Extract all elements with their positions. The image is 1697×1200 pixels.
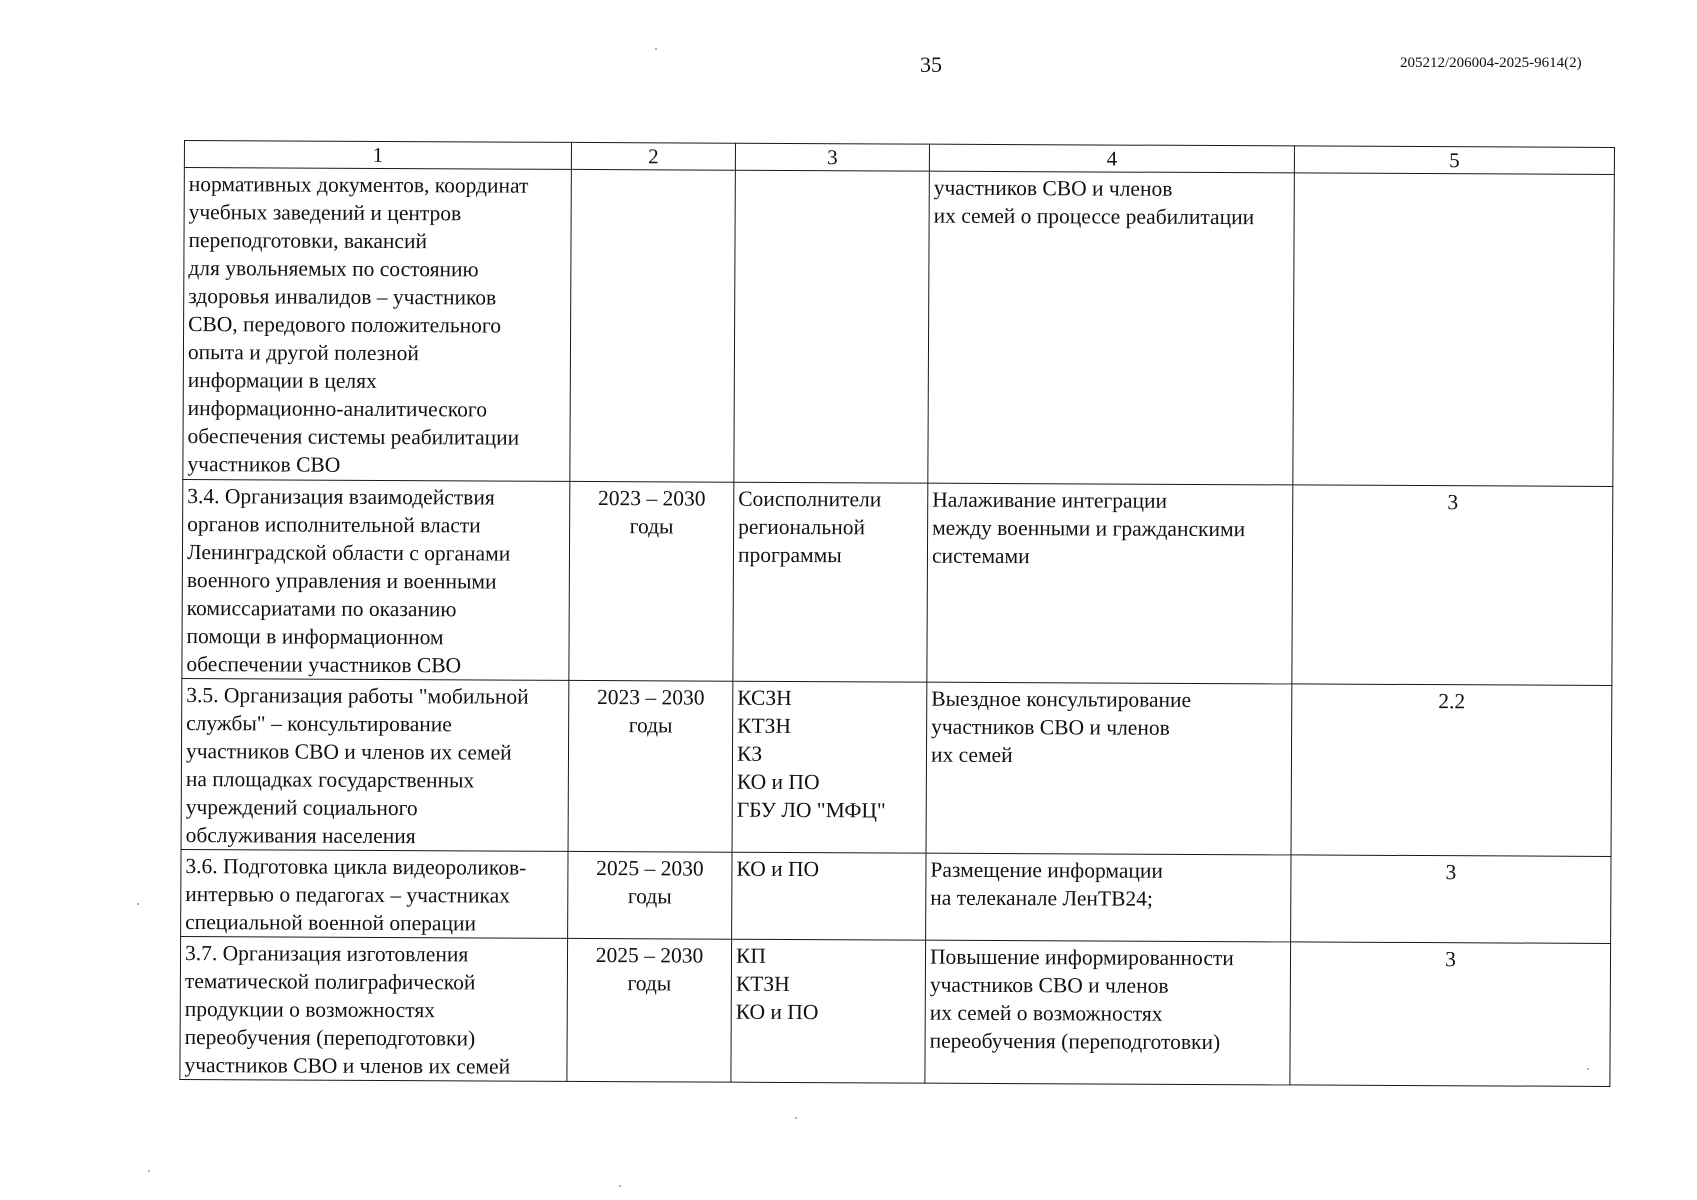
result-cell: участников СВО и членов их семей о процессе реабилитации <box>928 171 1295 485</box>
table-row <box>180 936 1611 1086</box>
executors-cell: КО и ПО <box>732 852 926 940</box>
result-cell: Налаживание интеграции между военными и гражданскими системами <box>927 483 1293 684</box>
column-header-1: 1 <box>184 141 571 170</box>
executors-cell: КП КТЗН КО и ПО <box>731 939 926 1083</box>
result-cell: Размещение информации на телеканале ЛенТВ24; <box>926 853 1291 942</box>
table-row <box>181 849 1611 943</box>
scan-speck <box>655 48 657 50</box>
page-number: 35 <box>920 52 942 77</box>
executors-cell: КСЗН КТЗН КЗ КО и ПО ГБУ ЛО "МФЦ" <box>732 681 927 853</box>
table-row <box>181 678 1612 856</box>
task-number-cell: 2.2 <box>1291 684 1612 857</box>
scan-speck <box>148 1170 150 1172</box>
task-number-cell: 3 <box>1291 855 1611 944</box>
executors-cell <box>734 170 930 483</box>
activity-cell: 3.7. Организация изготовления тематической полиграфической продукции о возможностях переобучения (переподготовки) участников СВО и членов их семей <box>180 936 568 1081</box>
activity-cell: нормативных документов, координат учебных заведений и центров переподготовки, вакансий для увольняемых по состоянию здоровья инвалидов – участников СВО, передового положительного опыта и другой полезной информации в целях информационно-аналитического обеспечения системы реабилитации участников СВО <box>183 168 572 482</box>
scan-speck <box>795 1117 797 1119</box>
measures-table <box>179 140 1615 1087</box>
scan-speck <box>137 903 139 905</box>
table-row <box>182 479 1613 685</box>
period-cell: 2025 – 2030 годы <box>567 938 732 1082</box>
column-header-3: 3 <box>735 143 929 171</box>
period-cell: 2023 – 2030 годы <box>569 481 734 681</box>
table-row <box>183 168 1615 487</box>
activity-cell: 3.6. Подготовка цикла видеороликов- интервью о педагогах – участниках специальной военной операции <box>181 849 568 938</box>
column-header-5: 5 <box>1294 146 1614 175</box>
task-number-cell <box>1293 173 1615 487</box>
period-cell: 2025 – 2030 годы <box>568 851 732 939</box>
activity-cell: 3.4. Организация взаимодействия органов исполнительной власти Ленинградской области с органами военного управления и военными комиссариатами по оказанию помощи в информационном обеспечении участников СВО <box>182 479 570 680</box>
task-number-cell: 3 <box>1290 942 1611 1087</box>
task-number-cell: 3 <box>1292 485 1613 686</box>
scan-speck <box>619 1185 621 1187</box>
period-cell: 2023 – 2030 годы <box>568 680 733 852</box>
activity-cell: 3.5. Организация работы "мобильной службы" – консультирование участников СВО и членов их семей на площадках государственных учреждений социального обслуживания населения <box>181 678 569 851</box>
executors-cell: Соисполнители региональной программы <box>733 482 928 682</box>
result-cell: Выездное консультирование участников СВО и членов их семей <box>926 682 1292 855</box>
column-header-4: 4 <box>929 144 1294 173</box>
period-cell <box>570 169 736 482</box>
scan-speck <box>1587 1068 1589 1070</box>
result-cell: Повышение информированности участников СВО и членов их семей о возможностях переобучения (переподготовки) <box>925 940 1291 1085</box>
column-header-2: 2 <box>571 142 735 170</box>
document-id: 205212/206004-2025-9614(2) <box>1400 55 1582 71</box>
